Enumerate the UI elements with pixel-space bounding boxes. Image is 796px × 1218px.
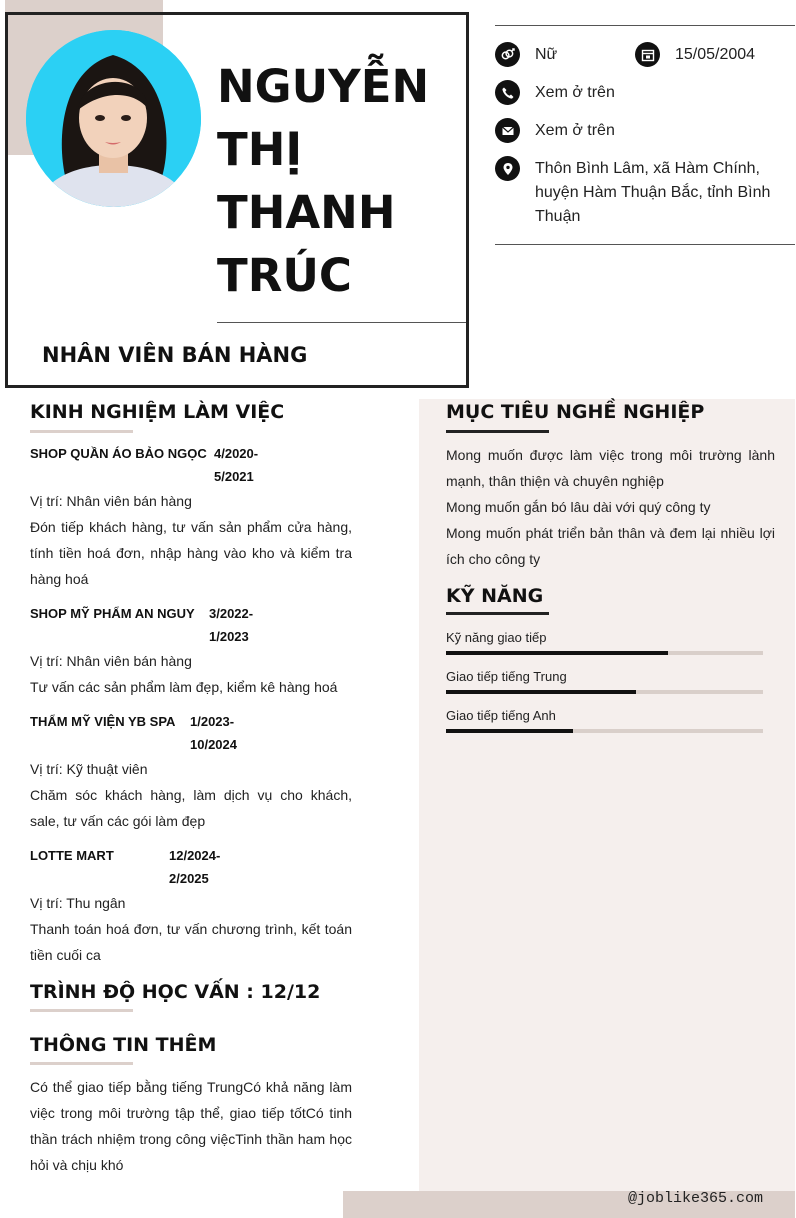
contact-bottom-rule bbox=[495, 244, 795, 245]
objective-title: MỤC TIÊU NGHỀ NGHIỆP bbox=[446, 401, 705, 423]
education-underline bbox=[30, 1009, 133, 1012]
location-icon bbox=[495, 156, 520, 181]
skill-bar bbox=[446, 729, 763, 733]
skill-label: Giao tiếp tiếng Trung bbox=[446, 669, 567, 684]
skill-bar bbox=[446, 651, 763, 655]
email-icon bbox=[495, 118, 520, 143]
extra-info-title: THÔNG TIN THÊM bbox=[30, 1034, 217, 1056]
skill-bar-fill bbox=[446, 690, 636, 694]
job-date: 3/2022- 1/2023 bbox=[209, 606, 254, 644]
person-photo-icon bbox=[26, 30, 201, 207]
job-position: Vị trí: Kỹ thuật viên bbox=[30, 761, 148, 777]
extra-info-text: Có thể giao tiếp bằng tiếng TrungCó khả năng làm việc trong môi trường tập thể, giao tiếp tốtCó tinh thần trách nhiệm trong công việcTinh thần ham học hỏi và chịu khó bbox=[30, 1079, 352, 1173]
birthdate-value: 15/05/2004 bbox=[675, 46, 756, 63]
job-description: Đón tiếp khách hàng, tư vấn sản phẩm cửa hàng, tính tiền hoá đơn, nhập hàng vào kho và kiểm tra hàng hoá bbox=[30, 519, 352, 587]
objective-line: Mong muốn được làm việc trong môi trường lành mạnh, thân thiện và chuyên nghiệp bbox=[446, 447, 775, 489]
job-description: Tư vấn các sản phẩm làm đẹp, kiểm kê hàng hoá bbox=[30, 679, 338, 695]
address-value: Thôn Bình Lâm, xã Hàm Chính, huyện Hàm Thuận Bắc, tỉnh Bình Thuận bbox=[535, 160, 771, 225]
objective-underline bbox=[446, 430, 549, 433]
gender-icon bbox=[495, 42, 520, 67]
job-company: SHOP QUẦN ÁO BẢO NGỌC bbox=[30, 446, 207, 461]
extra-info-underline bbox=[30, 1062, 133, 1065]
experience-underline bbox=[30, 430, 133, 433]
gender-value: Nữ bbox=[535, 46, 558, 63]
footer-watermark: @joblike365.com bbox=[628, 1190, 764, 1207]
job-company: SHOP MỸ PHẨM AN NGUY bbox=[30, 606, 195, 621]
job-date: 4/2020- 5/2021 bbox=[214, 446, 259, 484]
job-position: Vị trí: Nhân viên bán hàng bbox=[30, 493, 192, 509]
skill-label: Giao tiếp tiếng Anh bbox=[446, 708, 556, 723]
phone-value: Xem ở trên bbox=[535, 84, 615, 101]
skills-title: KỸ NĂNG bbox=[446, 585, 544, 607]
candidate-name: NGUYỄN THỊ THANH TRÚC bbox=[217, 60, 430, 302]
phone-icon bbox=[495, 80, 520, 105]
job-company: LOTTE MART bbox=[30, 848, 114, 863]
contact-top-rule bbox=[495, 25, 795, 26]
job-position: Vị trí: Nhân viên bán hàng bbox=[30, 653, 192, 669]
experience-title: KINH NGHIỆM LÀM VIỆC bbox=[30, 401, 285, 423]
job-company: THẨM MỸ VIỆN YB SPA bbox=[30, 714, 176, 729]
job-date: 1/2023- 10/2024 bbox=[190, 714, 237, 752]
job-title: NHÂN VIÊN BÁN HÀNG bbox=[42, 343, 308, 367]
avatar bbox=[26, 30, 201, 207]
skill-bar bbox=[446, 690, 763, 694]
job-description: Thanh toán hoá đơn, tư vấn chương trình, kết toán tiền cuối ca bbox=[30, 921, 352, 963]
skill-bar-fill bbox=[446, 729, 573, 733]
education-title: TRÌNH ĐỘ HỌC VẤN : 12/12 bbox=[30, 981, 321, 1003]
email-value: Xem ở trên bbox=[535, 122, 615, 139]
skill-label: Kỹ năng giao tiếp bbox=[446, 630, 547, 645]
skills-underline bbox=[446, 612, 549, 615]
name-divider bbox=[217, 322, 466, 323]
objective-line: Mong muốn gắn bó lâu dài với quý công ty bbox=[446, 499, 711, 515]
objective-line: Mong muốn phát triển bản thân và đem lại nhiều lợi ích cho công ty bbox=[446, 525, 775, 567]
calendar-icon bbox=[635, 42, 660, 67]
skill-bar-fill bbox=[446, 651, 668, 655]
job-date: 12/2024- 2/2025 bbox=[169, 848, 221, 886]
job-position: Vị trí: Thu ngân bbox=[30, 895, 126, 911]
job-description: Chăm sóc khách hàng, làm dịch vụ cho khách, sale, tư vấn các gói làm đẹp bbox=[30, 787, 352, 829]
